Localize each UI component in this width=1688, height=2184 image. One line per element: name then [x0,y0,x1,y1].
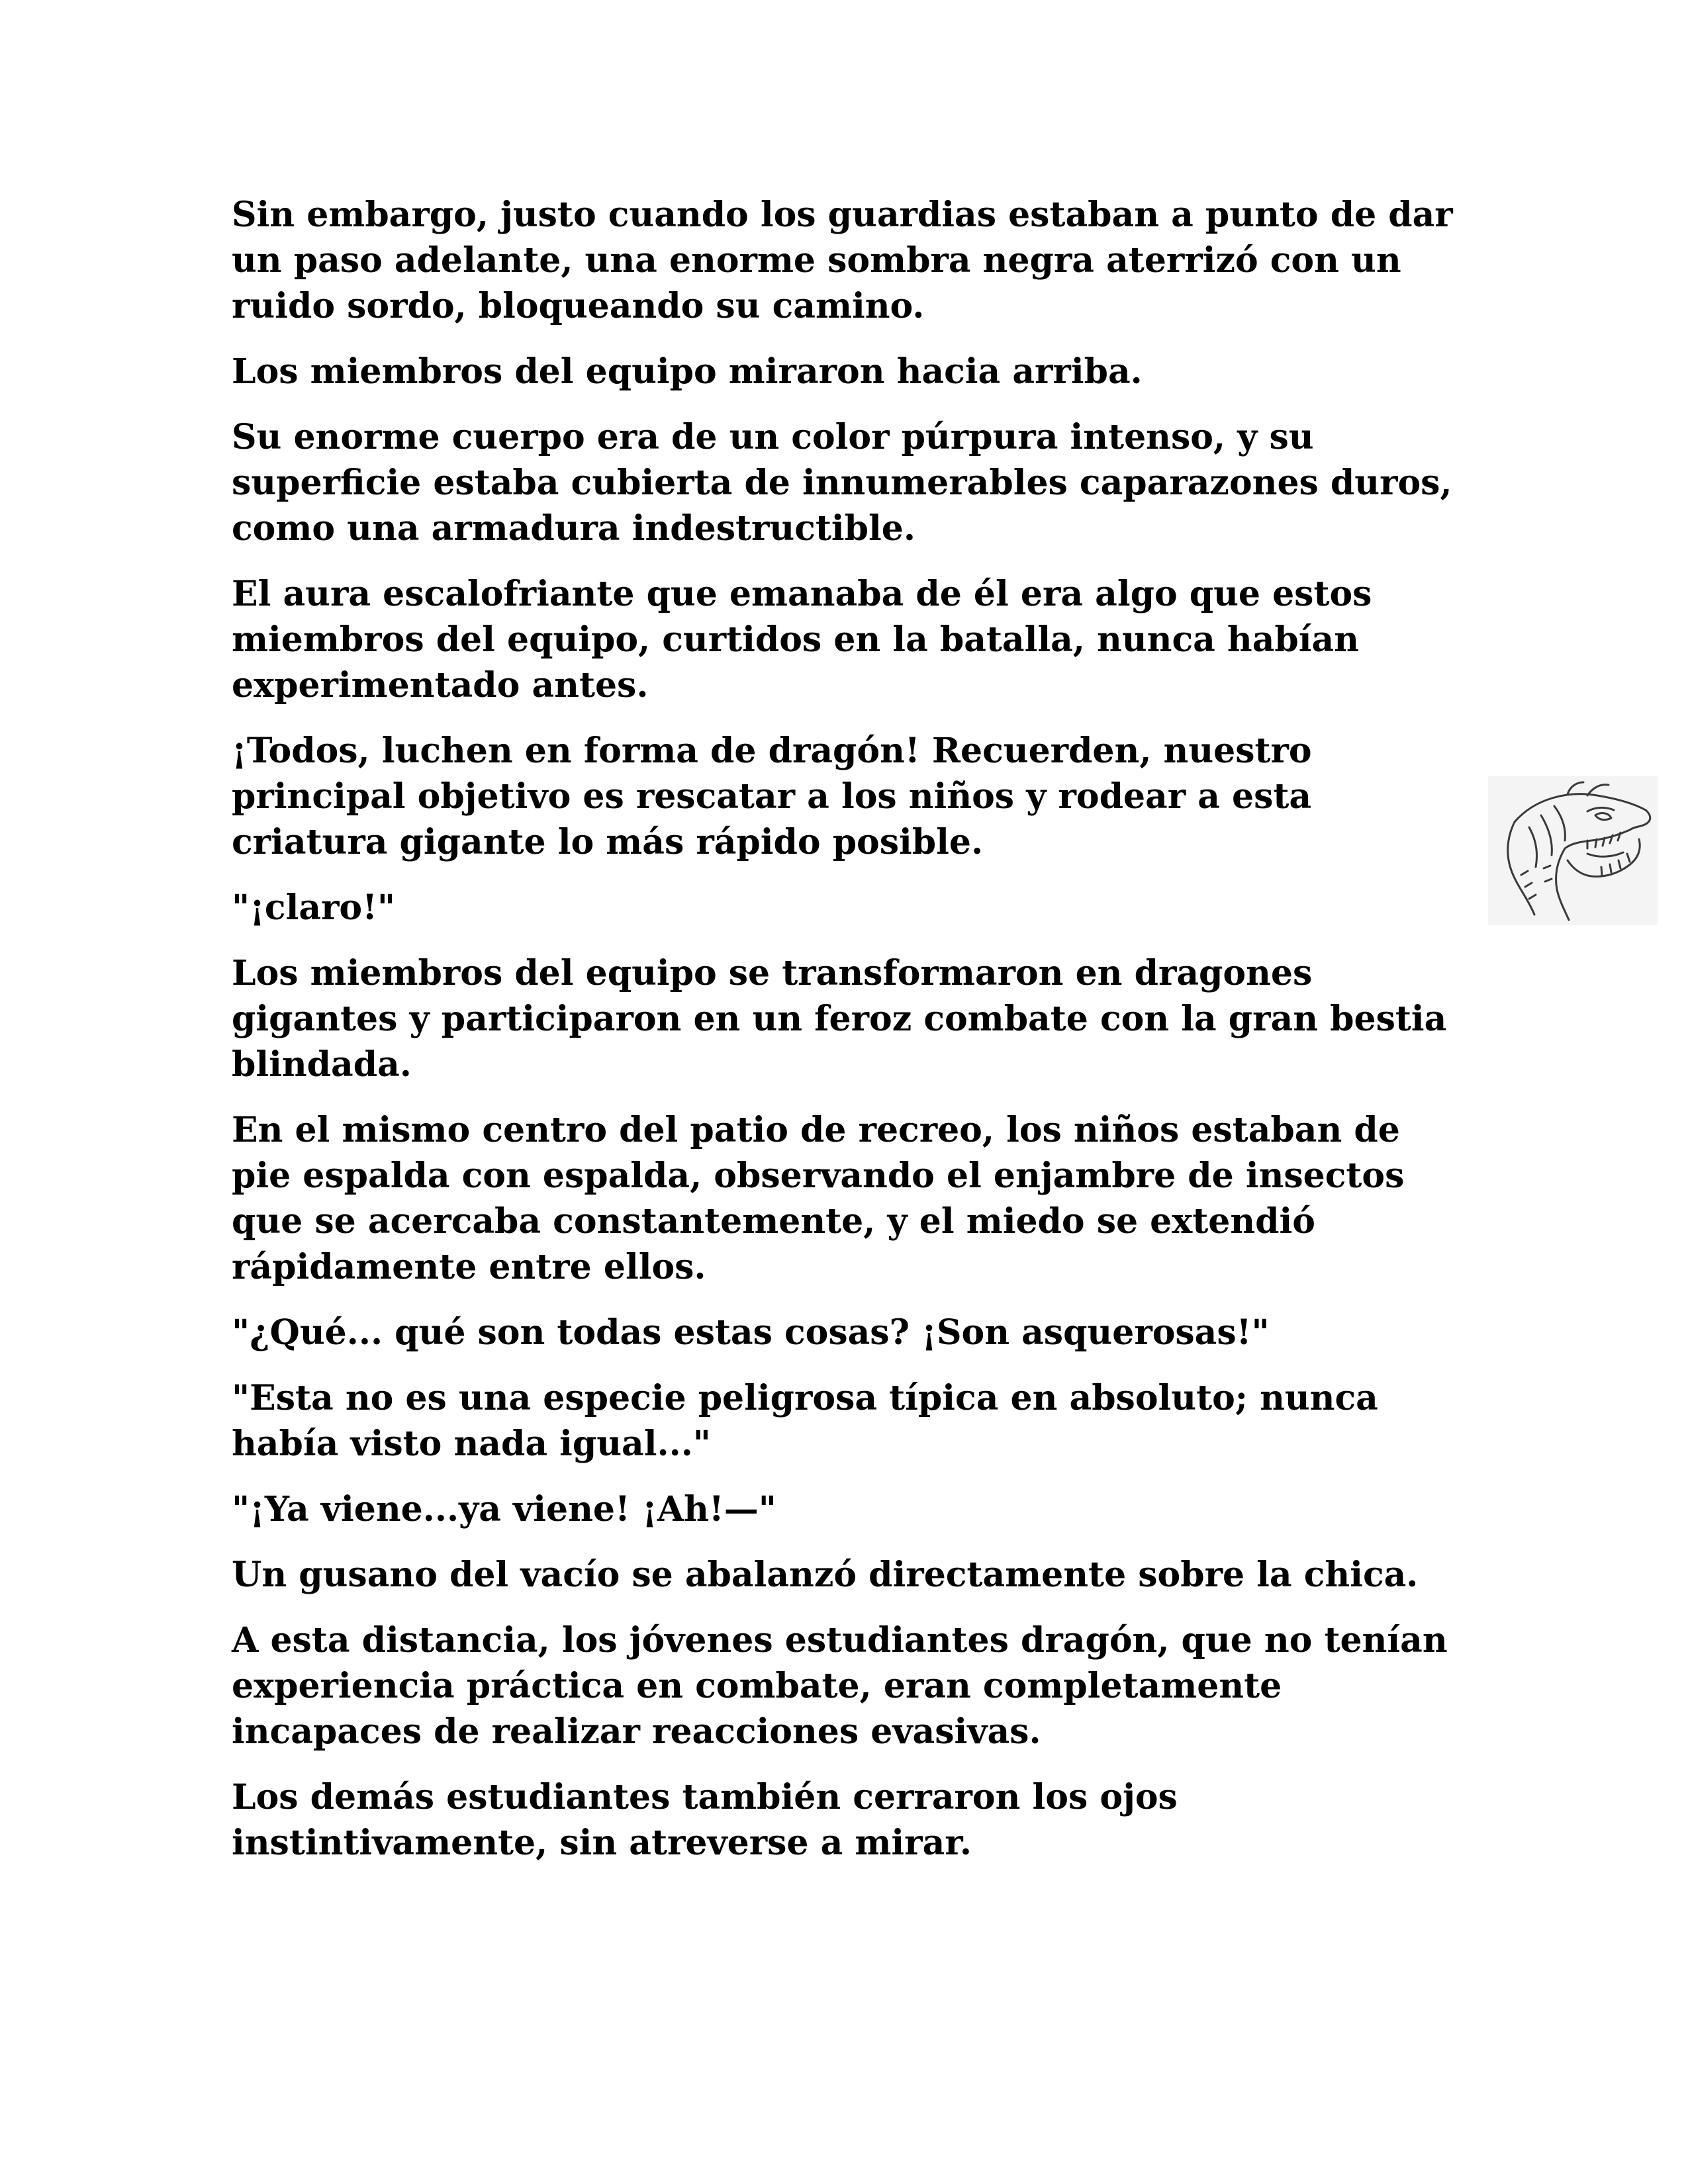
paragraph-5: ¡Todos, luchen en forma de dragón! Recuerden, nuestro principal objetivo es rescatar a los niños y rodear a esta criatura gigante lo más rápido posible. [232,731,1312,862]
paragraph-3: Su enorme cuerpo era de un color púrpura intenso, y su superficie estaba cubierta de innumerables caparazones duros, como una armadura indestructible. [232,417,1452,549]
paragraph-13: A esta distancia, los jóvenes estudiantes dragón, que no tenían experiencia práctica en combate, eran completamente incapaces de realizar reacciones evasivas. [232,1620,1448,1752]
paragraph-14: Los demás estudiantes también cerraron los ojos instintivamente, sin atreverse a mirar. [232,1777,1178,1863]
dragon-sketch-drawing [1488,776,1658,925]
paragraph-7: Los miembros del equipo se transformaron en dragones gigantes y participaron en un feroz combate con la gran bestia blindada. [232,953,1447,1085]
dragon-head-sketch-icon [1488,776,1658,925]
paragraph-2: Los miembros del equipo miraron hacia arriba. [232,351,1143,392]
paragraph-9: "¿Qué... qué son todas estas cosas? ¡Son asquerosas!" [232,1312,1270,1353]
document-body [232,192,1456,1886]
paragraph-10: "Esta no es una especie peligrosa típica en absoluto; nunca había visto nada igual..." [232,1378,1378,1464]
paragraph-8: En el mismo centro del patio de recreo, los niños estaban de pie espalda con espalda, observando el enjambre de insectos que se acercaba constantemente, y el miedo se extendió rápidamente entre ellos. [232,1110,1405,1287]
paragraph-6: "¡claro!" [232,887,396,928]
paragraph-11: "¡Ya viene...ya viene! ¡Ah!—" [232,1489,776,1529]
paragraph-1: Sin embargo, justo cuando los guardias estaban a punto de dar un paso adelante, una enorme sombra negra aterrizó con un ruido sordo, bloqueando su camino. [232,195,1453,326]
paragraph-12: Un gusano del vacío se abalanzó directamente sobre la chica. [232,1555,1419,1595]
paragraph-4: El aura escalofriante que emanaba de él era algo que estos miembros del equipo, curtidos en la batalla, nunca habían experimentado antes. [232,574,1372,705]
